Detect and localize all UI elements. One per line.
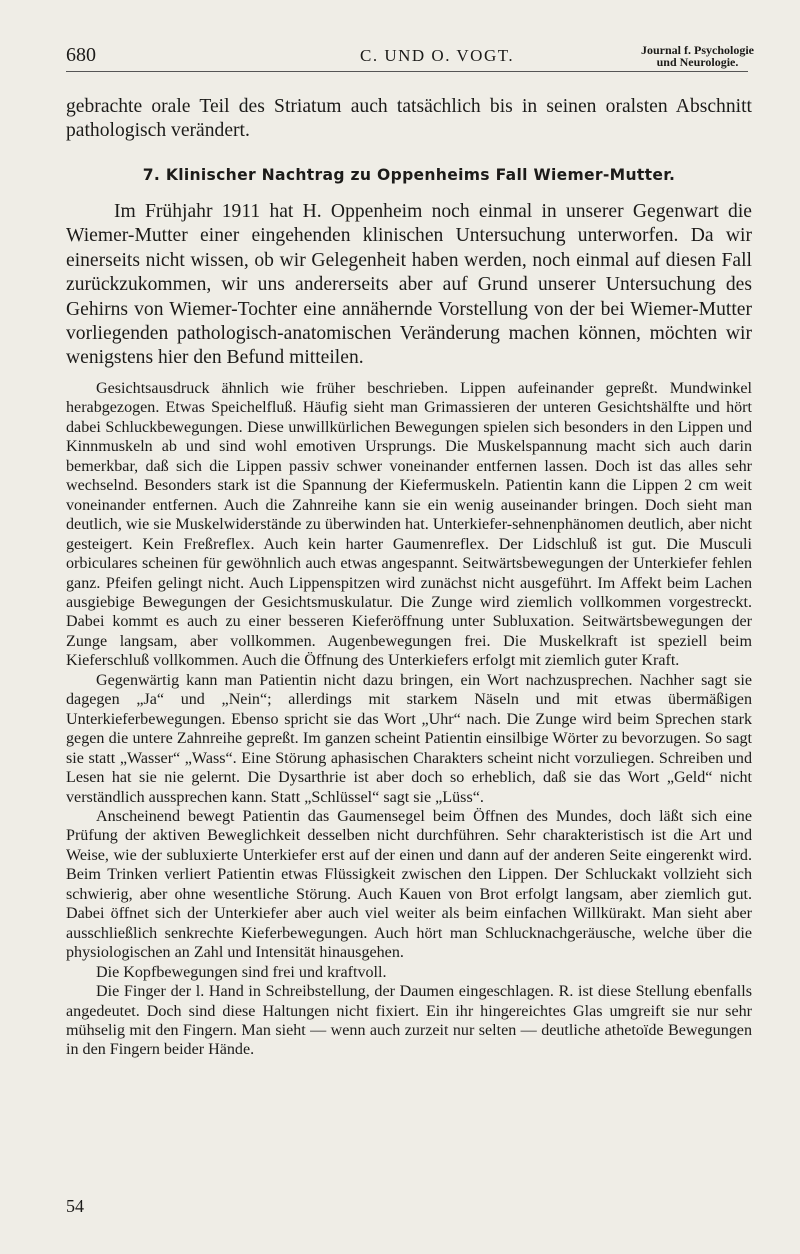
header-rule (66, 71, 748, 72)
page-number: 680 (66, 44, 96, 66)
running-title: C. UND O. VOGT. (360, 46, 515, 65)
journal-title (641, 44, 754, 68)
case-notes (66, 379, 752, 1060)
section-title: 7. Klinischer Nachtrag zu Oppenheims Fall Wiemer-Mutter. (142, 166, 676, 184)
signature-mark: 54 (66, 1196, 84, 1216)
main-paragraph: Im Frühjahr 1911 hat H. Oppenheim noch einmal in unserer Gegenwart die Wiemer-Mutter einer eingehenden klinischen Untersuchung unterworfen. Da wir einerseits nicht wissen, ob wir Gelegenheit haben werden, noch einmal auf diesen Fall zurückzukommen, wir uns andererseits aber auf Grund unserer Untersuchung des Gehirns von Wiemer-Tochter eine annähernde Vorstellung von der bei Wiemer-Mutter vorliegenden pathologisch-anatomischen Veränderung machen können, möchten wir wenigstens hier den Befund mitteilen. (66, 201, 752, 369)
notes-paragraph-5: Die Finger der l. Hand in Schreibstellung, der Daumen eingeschlagen. R. ist diese Stellung ebenfalls angedeutet. Doch sind diese Haltungen nicht fixiert. Ein ihr hingereichtes Glas umgreift sie nur sehr mühselig mit den Fingern. Man sieht — wenn auch zurzeit nur selten — deutliche athetoïde Bewegungen in den Fingern beider Hände. (66, 983, 752, 1059)
page-header (66, 44, 756, 74)
intro-paragraph: gebrachte orale Teil des Striatum auch tatsächlich bis in seinen oralsten Abschnitt pathologisch verändert. (66, 96, 752, 142)
notes-paragraph-1: Gesichtsausdruck ähnlich wie früher beschrieben. Lippen aufeinander gepreßt. Mundwinkel herabgezogen. Etwas Speichelfluß. Häufig sieht man Grimassieren der unteren Gesichtshälfte und hört dabei Schluckbewegungen. Diese unwillkürlichen Bewegungen spielen sich besonders in den Lippen und Kinnmuskeln ab und sind wohl emotiven Ursprungs. Die Muskelspannung macht sich auch darin bemerkbar, daß sich die Lippen passiv schwer voneinander entfernen lassen. Doch ist das alles sehr wechselnd. Besonders stark ist die Spannung der Kiefermuskeln. Patientin kann die Lippen 2 cm weit voneinander entfernen. Auch die Zahnreihe kann sie ein wenig auseinander bringen. Doch sieht man deutlich, wie sie Muskelwiderstände zu überwinden hat. Unterkiefer-sehnenphänomen deutlich, aber nicht gesteigert. Kein Freßreflex. Auch kein harter Gaumenreflex. Der Lidschluß ist gut. Die Musculi orbiculares scheinen für gewöhnlich auch etwas angespannt. Seitwärtsbewegungen der Unterkiefer fehlen ganz. Pfeifen gelingt nicht. Auch Lippenspitzen wird zunächst nicht ausgeführt. Im Affekt beim Lachen ausgiebige Bewegungen der Gesichtsmuskulatur. Die Zunge wird ziemlich vollkommen vorgestreckt. Dabei kommt es auch zu einer besseren Kieferöffnung unter Subluxation. Seitwärtsbewegungen der Zunge langsam, aber vollkommen. Augenbewegungen frei. Die Muskelkraft ist speziell beim Kieferschluß vollkommen. Auch die Öffnung des Unterkiefers erfolgt mit ziemlich guter Kraft. (66, 380, 752, 670)
notes-paragraph-3: Anscheinend bewegt Patientin das Gaumensegel beim Öffnen des Mundes, doch läßt sich eine Prüfung der aktiven Beweglichkeit desselben nicht durchführen. Sehr charakteristisch ist die Art und Weise, wie der subluxierte Unterkiefer erst auf der einen und dann auf der anderen Seite eingerenkt wird. Beim Trinken verliert Patientin etwas Flüssigkeit zwischen den Lippen. Der Schluckakt vollzieht sich schwierig, aber ohne wesentliche Störung. Auch Kauen von Brot erfolgt langsam, aber ziemlich gut. Dabei öffnet sich der Unterkiefer aber auch viel weiter als beim einfachen Willkürakt. Man sieht aber ausschließlich senkrechte Kieferbewegungen. Auch hört man Schlucknachgeräusche, welche über die physiologischen an Zahl und Intensität hinausgehen. (66, 807, 752, 962)
journal-line-2: und Neurologie. (656, 55, 739, 69)
main-text (66, 200, 752, 371)
notes-paragraph-2: Gegenwärtig kann man Patientin nicht dazu bringen, ein Wort nachzusprechen. Nachher sagt sie dagegen „Ja“ und „Nein“; allerdings mit starkem Näseln und mit etwas übermäßigen Unterkieferbewegungen. Ebenso spricht sie das Wort „Uhr“ nach. Die Zunge wird beim Sprechen stark gegen die untere Zahnreihe gepreßt. Im ganzen scheint Patientin einsilbige Wörter zu bevorzugen. So sagt sie statt „Wasser“ „Wass“. Eine Störung aphasischen Charakters scheint nicht vorzuliegen. Schreiben und Lesen hat sie nie gelernt. Die Dysarthrie ist aber doch so erheblich, daß sie das Wort „Geld“ nicht verständlich aussprechen kann. Statt „Schlüssel“ sagt sie „Lüss“. (66, 671, 752, 806)
notes-paragraph-4: Die Kopfbewegungen sind frei und kraftvoll. (96, 963, 387, 981)
journal-line-1: Journal f. Psychologie (641, 43, 754, 57)
intro-text (66, 95, 752, 144)
